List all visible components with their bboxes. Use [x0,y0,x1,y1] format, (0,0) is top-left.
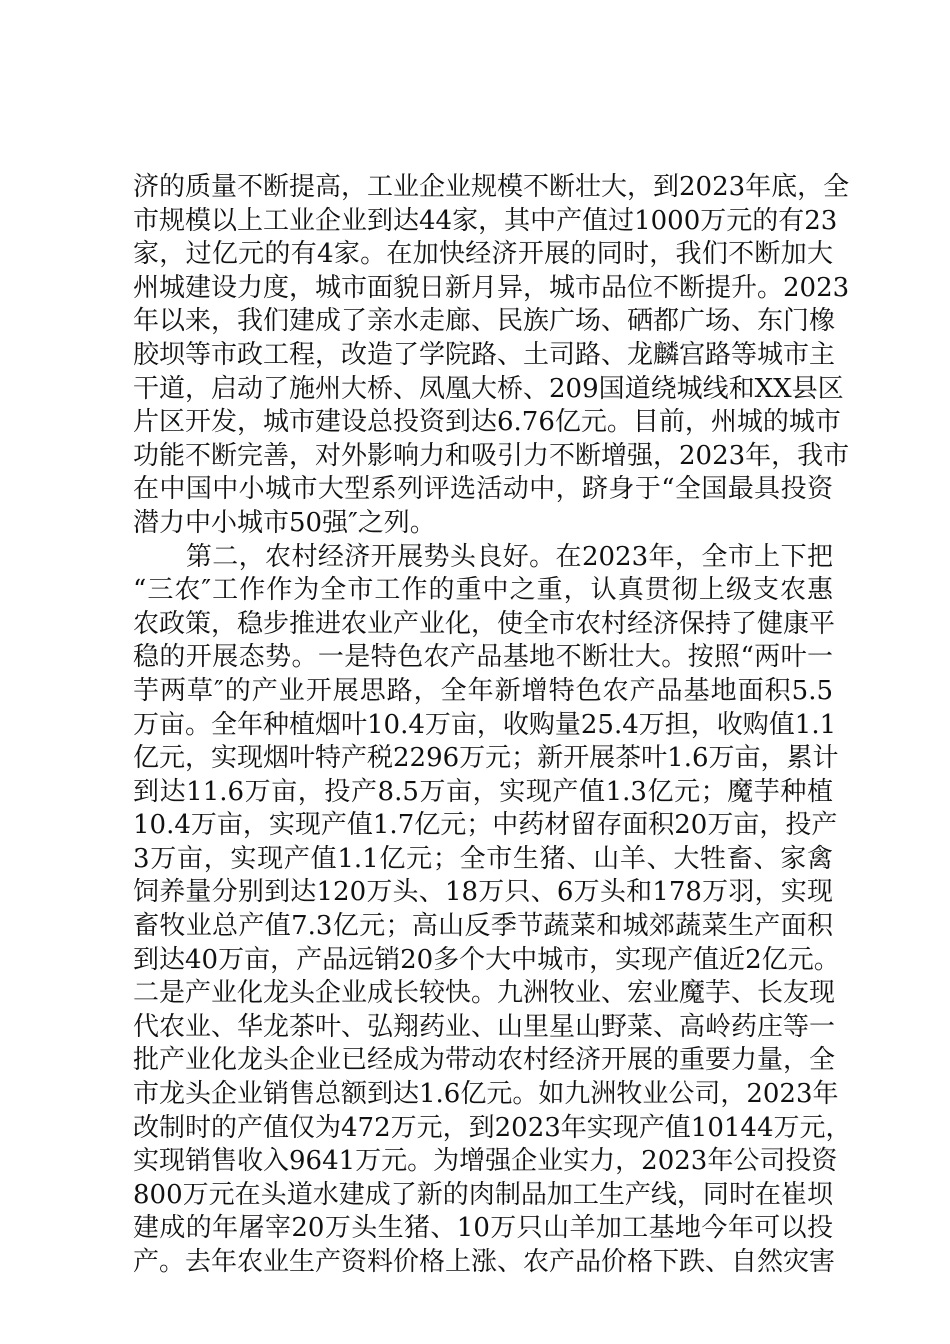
text-line: 3万亩，实现产值1.1亿元；全市生猪、山羊、大牲畜、家禽 [133,843,833,874]
text-line: 芋两草″的产业开展思路，全年新增特色农产品基地面积5.5 [133,675,833,706]
body-text [133,171,852,1280]
text-line: 济的质量不断提高，工业企业规模不断壮大，到2023年底，全 [133,172,850,202]
text-line: 畜牧业总产值7.3亿元；高山反季节蔬菜和城郊蔬菜生产面积 [133,911,833,942]
text-line: 市龙头企业销售总额到达1.6亿元。如九洲牧业公司，2023年 [133,1079,839,1110]
text-line: 10.4万亩，实现产值1.7亿元；中药材留存面积20万亩，投产 [133,810,838,841]
text-line: 实现销售收入9641万元。为增强企业实力，2023年公司投资 [133,1146,838,1177]
text-line: 片区开发，城市建设总投资到达6.76亿元。目前，州城的城市 [133,407,841,438]
text-line: 潜力中小城市50强″之列。 [133,507,436,538]
text-line: 年以来，我们建成了亲水走廊、民族广场、硒都广场、东门橡 [133,306,836,337]
text-line: 建成的年屠宰20万头生猪、10万只山羊加工基地今年可以投 [133,1213,833,1244]
text-line: 到达11.6万亩，投产8.5万亩，实现产值1.3亿元；魔芋种植 [133,776,833,807]
text-line: 批产业化龙头企业已经成为带动农村经济开展的重要力量，全 [133,1045,836,1076]
text-line: 胶坝等市政工程，改造了学院路、土司路、龙麟宫路等城市主 [133,339,836,370]
text-line: 到达40万亩，产品远销20多个大中城市，实现产值近2亿元。 [133,944,840,975]
text-line: 市规模以上工业企业到达44家，其中产值过1000万元的有23 [133,205,838,236]
text-line: “三农″工作作为全市工作的重中之重，认真贯彻上级支农惠 [133,575,833,606]
text-line: 农政策，稳步推进农业产业化，使全市农村经济保持了健康平 [133,608,836,639]
text-line: 功能不断完善，对外影响力和吸引力不断增强，2023年，我市 [133,440,850,471]
text-line: 州城建设力度，城市面貌日新月异，城市品位不断提升。2023 [133,272,850,303]
text-line: 稳的开展态势。一是特色农产品基地不断壮大。按照“两叶一 [133,642,833,673]
text-line: 产。去年农业生产资料价格上涨、农产品价格下跌、自然灾害 [133,1247,836,1277]
text-line: 饲养量分别到达120万头、18万只、6万头和178万羽，实现 [133,877,833,908]
text-line: 万亩。全年种植烟叶10.4万亩，收购量25.4万担，收购值1.1 [133,709,837,740]
text-line: 二是产业化龙头企业成长较快。九洲牧业、宏业魔芋、长友现 [133,978,836,1009]
text-line: 家，过亿元的有4家。在加快经济开展的同时，我们不断加大 [133,239,833,270]
text-line: 代农业、华龙茶叶、弘翔药业、山里星山野菜、高岭药庄等一 [133,1011,836,1042]
text-line: 亿元，实现烟叶特产税2296万元；新开展茶叶1.6万亩，累计 [133,743,839,774]
text-line: 干道，启动了施州大桥、凤凰大桥、209国道绕城线和XX县区 [133,373,844,404]
text-line: 800万元在头道水建成了新的肉制品加工生产线，同时在崔坝 [133,1179,833,1210]
paragraph-start-line: 第二，农村经济开展势头良好。在2023年，全市上下把 [133,541,833,572]
text-line: 改制时的产值仅为472万元，到2023年实现产值10144万元， [133,1112,852,1143]
text-line: 在中国中小城市大型系列评选活动中，跻身于“全国最具投资 [133,474,833,505]
